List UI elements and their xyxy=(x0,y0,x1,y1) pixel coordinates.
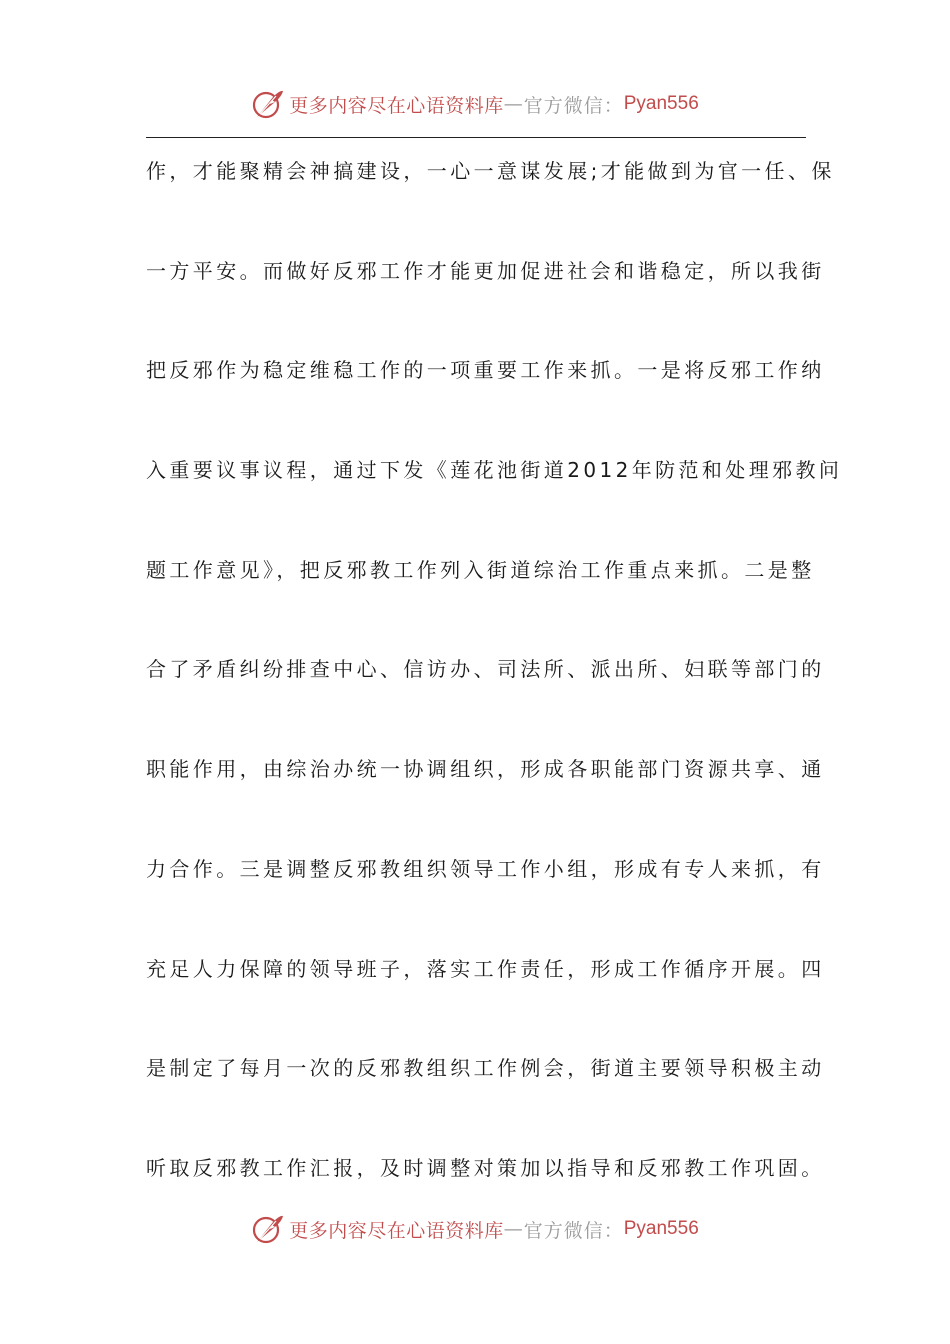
footer-wechat-id: Pyan556 xyxy=(623,1218,699,1239)
quill-pen-logo-icon xyxy=(251,1212,285,1246)
body-line: 充足人力保障的领导班子，落实工作责任，形成工作循序开展。四 xyxy=(146,956,825,981)
header-site-text: 更多内容尽在心语资料库 xyxy=(289,94,504,117)
body-line: 一方平安。而做好反邪工作才能更加促进社会和谐稳定，所以我街 xyxy=(146,258,825,283)
body-line: 听取反邪教工作汇报，及时调整对策加以指导和反邪教工作巩固。 xyxy=(146,1155,825,1180)
body-line: 作，才能聚精会神搞建设，一心一意谋发展;才能做到为官一任、保 xyxy=(146,159,835,183)
header-divider xyxy=(146,137,806,138)
header-wechat-label: 官方微信： xyxy=(523,94,624,117)
header-dash: — xyxy=(503,93,524,115)
footer-dash: — xyxy=(503,1218,524,1240)
quill-pen-logo-icon xyxy=(251,87,285,121)
page-header-banner xyxy=(0,84,950,124)
body-line: 题工作意见》，把反邪教工作列入街道综治工作重点来抓。二是整 xyxy=(146,557,815,582)
body-line: 是制定了每月一次的反邪教组织工作例会，街道主要领导积极主动 xyxy=(146,1056,825,1081)
footer-wechat-label: 官方微信： xyxy=(523,1219,624,1242)
body-line: 力合作。三是调整反邪教组织领导工作小组，形成有专人来抓，有 xyxy=(146,856,825,881)
body-line: 入重要议事议程，通过下发《莲花池街道2012年防范和处理邪教问 xyxy=(146,458,843,483)
body-line: 职能作用，由综治办统一协调组织，形成各职能部门资源共享、通 xyxy=(146,757,825,782)
body-line: 把反邪作为稳定维稳工作的一项重要工作来抓。一是将反邪工作纳 xyxy=(146,358,825,383)
footer-site-text: 更多内容尽在心语资料库 xyxy=(289,1219,504,1242)
body-line: 合了矛盾纠纷排查中心、信访办、司法所、派出所、妇联等部门的 xyxy=(146,657,825,682)
header-wechat-id: Pyan556 xyxy=(623,93,699,114)
document-body xyxy=(146,153,843,1250)
page-footer-banner xyxy=(0,1209,950,1249)
